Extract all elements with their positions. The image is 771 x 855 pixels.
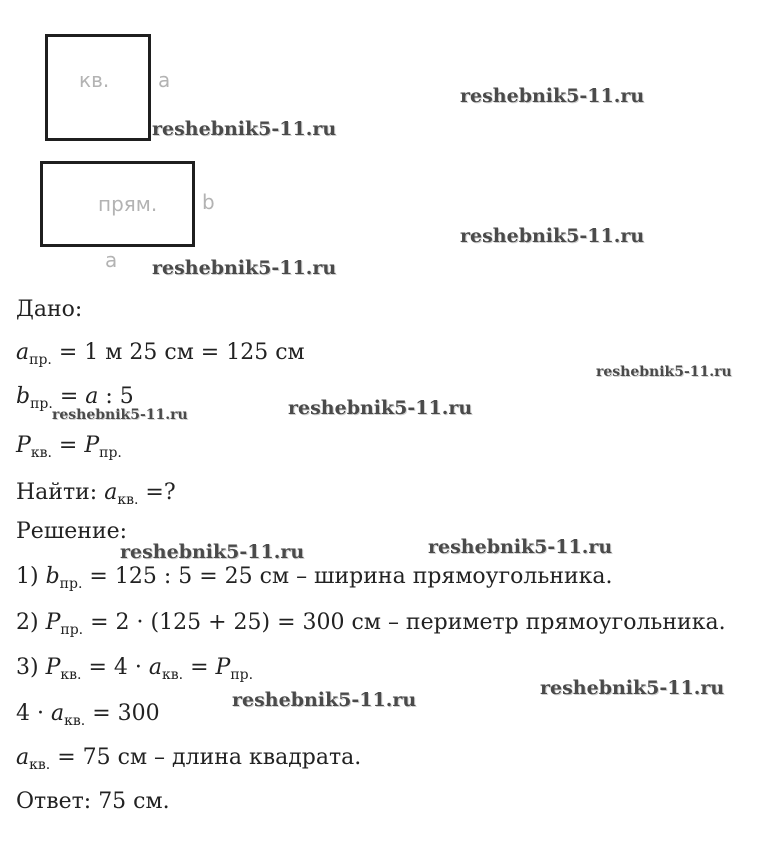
watermark: reshebnik5-11.ru [460,225,645,247]
given-line-a: $a_{пр.} = 1$ м 25 см = 125 см [16,340,305,368]
solution-step-4: $4 \cdot a_{кв.} = 300$ [16,701,160,729]
solution-step-1: 1) $b_{пр.} = 125$ : 5 = 25 см – ширина прямоугольника. [16,564,613,592]
watermark: reshebnik5-11.ru [52,407,188,423]
rectangle-side-b-label: b [202,190,215,214]
watermark: reshebnik5-11.ru [232,689,417,711]
given-heading: Дано: [16,297,83,322]
watermark: reshebnik5-11.ru [152,118,337,140]
square-label: кв. [79,68,110,92]
rectangle-label: прям. [98,192,158,216]
given-line-b: $b_{пр.} = a$ : 5 [16,384,134,412]
find-line: Найти: $a_{кв.}$ =? [16,480,176,508]
watermark: reshebnik5-11.ru [596,364,732,380]
watermark: reshebnik5-11.ru [120,541,305,563]
solution-step-5: $a_{кв.} = 75$ см – длина квадрата. [16,745,362,773]
watermark: reshebnik5-11.ru [288,397,473,419]
rectangle-side-a-label: a [105,248,118,272]
given-line-p: $P_{кв.} = P_{пр.}$ [16,433,122,461]
watermark: reshebnik5-11.ru [460,85,645,107]
watermark: reshebnik5-11.ru [428,536,613,558]
solution-step-3: 3) $P_{кв.} = 4 \cdot a_{кв.} = P_{пр.}$ [16,655,254,683]
solution-heading: Решение: [16,519,128,544]
square-side-label: a [158,68,171,92]
answer-line: Ответ: 75 см. [16,789,170,814]
watermark: reshebnik5-11.ru [540,677,725,699]
watermark: reshebnik5-11.ru [152,257,337,279]
solution-step-2: 2) $P_{пр.} = 2 \cdot (125 + 25) = 300$ см – периметр прямоугольника. [16,610,726,638]
